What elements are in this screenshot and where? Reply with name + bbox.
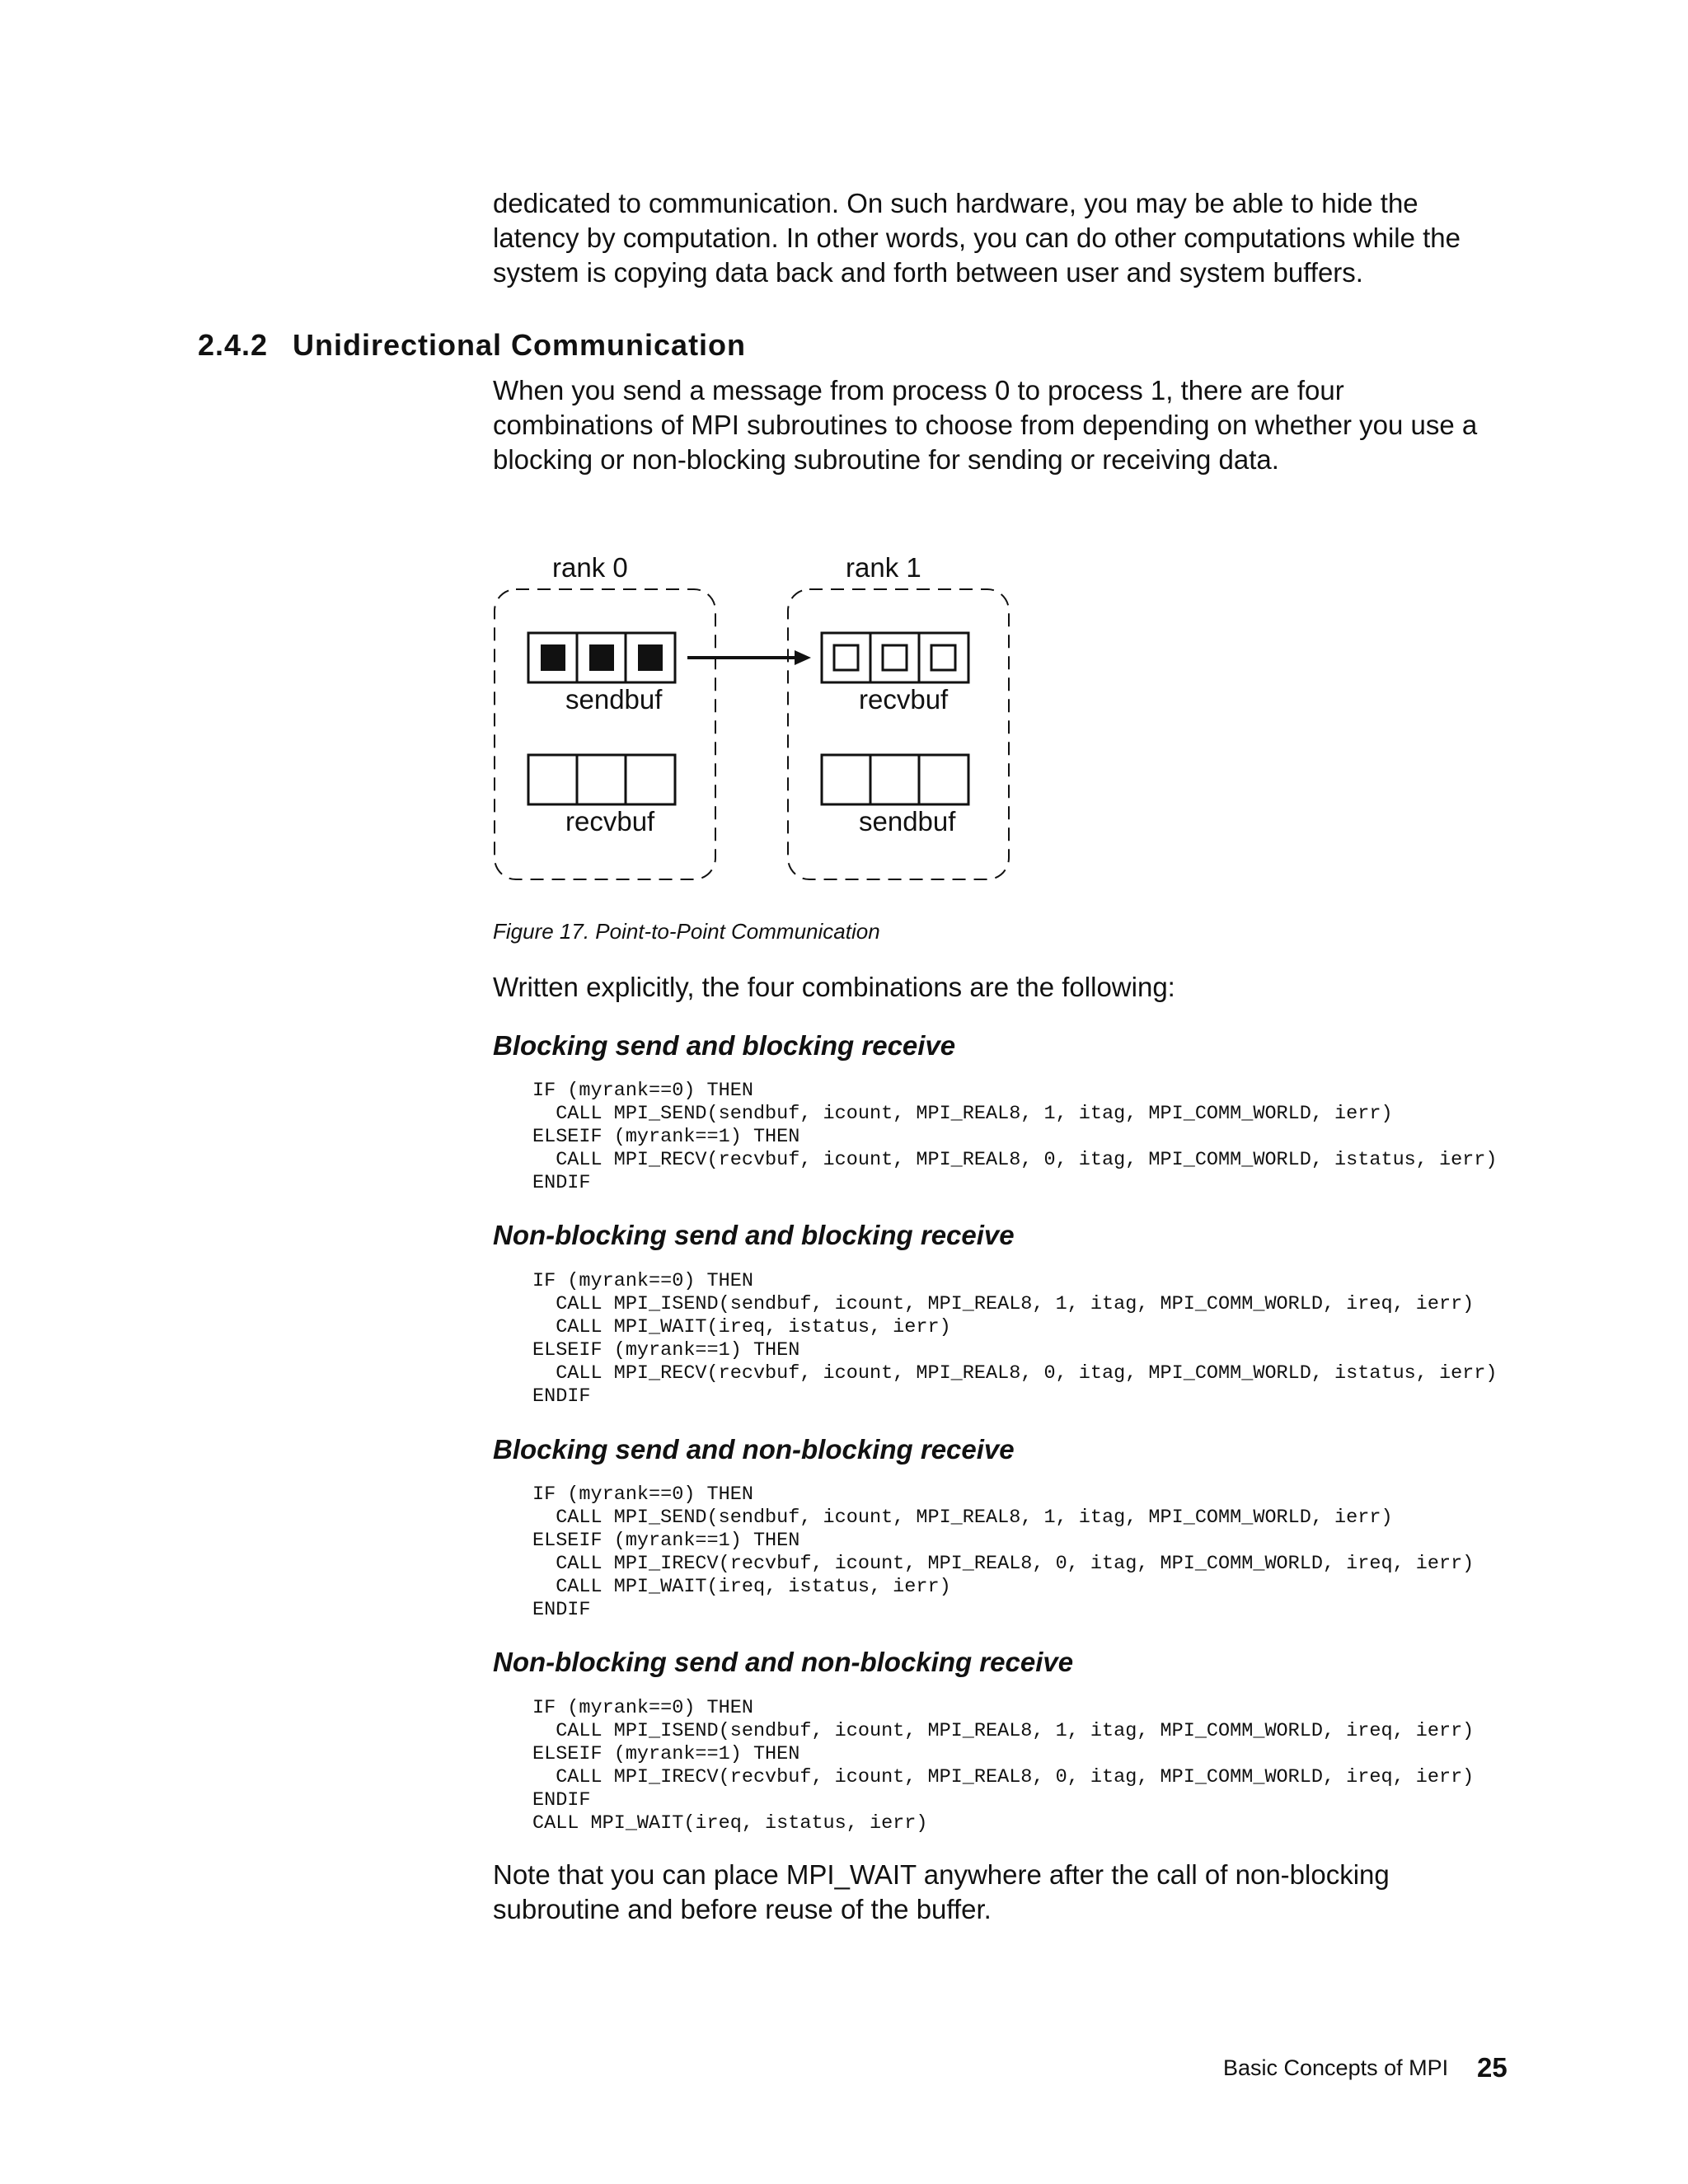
section-paragraph <box>493 373 1531 477</box>
page-number: 25 <box>1477 2052 1507 2083</box>
closing-paragraph <box>493 1858 1531 1927</box>
section-title: Unidirectional Communication <box>293 328 747 362</box>
code-block-nonblocking-nonblocking: IF (myrank==0) THEN CALL MPI_ISEND(sendbuf, icount, MPI_REAL8, 1, itag, MPI_COMM_WORLD, ireq, ierr) ELSEIF (myrank==1) THEN CALL MPI_IRECV(recvbuf, icount, MPI_REAL8, 0, itag, MPI_COMM_WORLD, ireq, ierr) ENDIF CALL MPI_WAIT(ireq, istatus, ierr) <box>532 1697 1475 1835</box>
rank-1-bottom-buffer-label: sendbuf <box>859 806 956 837</box>
rank-0-label: rank 0 <box>552 552 628 583</box>
section-line: blocking or non-blocking subroutine for sending or receiving data. <box>493 444 1279 475</box>
rank-0-bottom-buffer-label: recvbuf <box>565 806 655 837</box>
code-block-nonblocking-blocking: IF (myrank==0) THEN CALL MPI_ISEND(sendbuf, icount, MPI_REAL8, 1, itag, MPI_COMM_WORLD, ireq, ierr) CALL MPI_WAIT(ireq, istatus, ierr) ELSEIF (myrank==1) THEN CALL MPI_RECV(recvbuf, icount, MPI_REAL8, 0, itag, MPI_COMM_WORLD, istatus, ierr) ENDIF <box>532 1270 1498 1408</box>
footer-chapter-title: Basic Concepts of MPI <box>1223 2055 1449 2080</box>
empty-cell-icon <box>931 645 955 670</box>
figure-caption: Figure 17. Point-to-Point Communication <box>493 919 880 944</box>
closing-line: Note that you can place MPI_WAIT anywhere after the call of non-blocking <box>493 1859 1390 1890</box>
point-to-point-figure <box>486 542 1022 888</box>
filled-cell-icon <box>638 644 663 671</box>
combination-title-nonblocking-nonblocking: Non-blocking send and non-blocking receive <box>493 1647 1074 1677</box>
rank-0-top-buffer-label: sendbuf <box>565 684 663 715</box>
rank-0-sendbuf <box>528 633 675 682</box>
section-heading <box>198 328 746 363</box>
intro-line: dedicated to communication. On such hardware, you may be able to hide the <box>493 188 1418 218</box>
lead-in-text: Written explicitly, the four combinations are the following: <box>493 972 1175 1002</box>
intro-line: system is copying data back and forth between user and system buffers. <box>493 257 1363 288</box>
intro-paragraph <box>493 186 1531 290</box>
closing-line: subroutine and before reuse of the buffer. <box>493 1894 992 1924</box>
section-line: combinations of MPI subroutines to choose from depending on whether you use a <box>493 410 1478 440</box>
section-number: 2.4.2 <box>198 328 269 362</box>
filled-cell-icon <box>541 644 565 671</box>
rank-1-top-buffer-label: recvbuf <box>859 684 949 715</box>
intro-line: latency by computation. In other words, you can do other computations while the <box>493 223 1461 253</box>
filled-cell-icon <box>589 644 614 671</box>
code-block-blocking-nonblocking: IF (myrank==0) THEN CALL MPI_SEND(sendbuf, icount, MPI_REAL8, 1, itag, MPI_COMM_WORLD, ierr) ELSEIF (myrank==1) THEN CALL MPI_IRECV(recvbuf, icount, MPI_REAL8, 0, itag, MPI_COMM_WORLD, ireq, ierr) CALL MPI_WAIT(ireq, istatus, ierr) ENDIF <box>532 1483 1475 1621</box>
rank-1-recvbuf <box>822 633 968 682</box>
section-line: When you send a message from process 0 to process 1, there are four <box>493 375 1344 405</box>
combination-title-nonblocking-blocking: Non-blocking send and blocking receive <box>493 1220 1015 1250</box>
rank-1-sendbuf <box>822 755 968 804</box>
combination-title-blocking-nonblocking: Blocking send and non-blocking receive <box>493 1434 1015 1465</box>
rank-1-label: rank 1 <box>846 552 921 583</box>
rank-0-recvbuf <box>528 755 675 804</box>
code-block-blocking-blocking: IF (myrank==0) THEN CALL MPI_SEND(sendbuf, icount, MPI_REAL8, 1, itag, MPI_COMM_WORLD, ierr) ELSEIF (myrank==1) THEN CALL MPI_RECV(recvbuf, icount, MPI_REAL8, 0, itag, MPI_COMM_WORLD, istatus, ierr) ENDIF <box>532 1080 1498 1194</box>
combination-title-blocking-blocking: Blocking send and blocking receive <box>493 1030 956 1061</box>
message-arrow-icon <box>687 650 811 665</box>
empty-cell-icon <box>883 645 907 670</box>
empty-cell-icon <box>834 645 858 670</box>
